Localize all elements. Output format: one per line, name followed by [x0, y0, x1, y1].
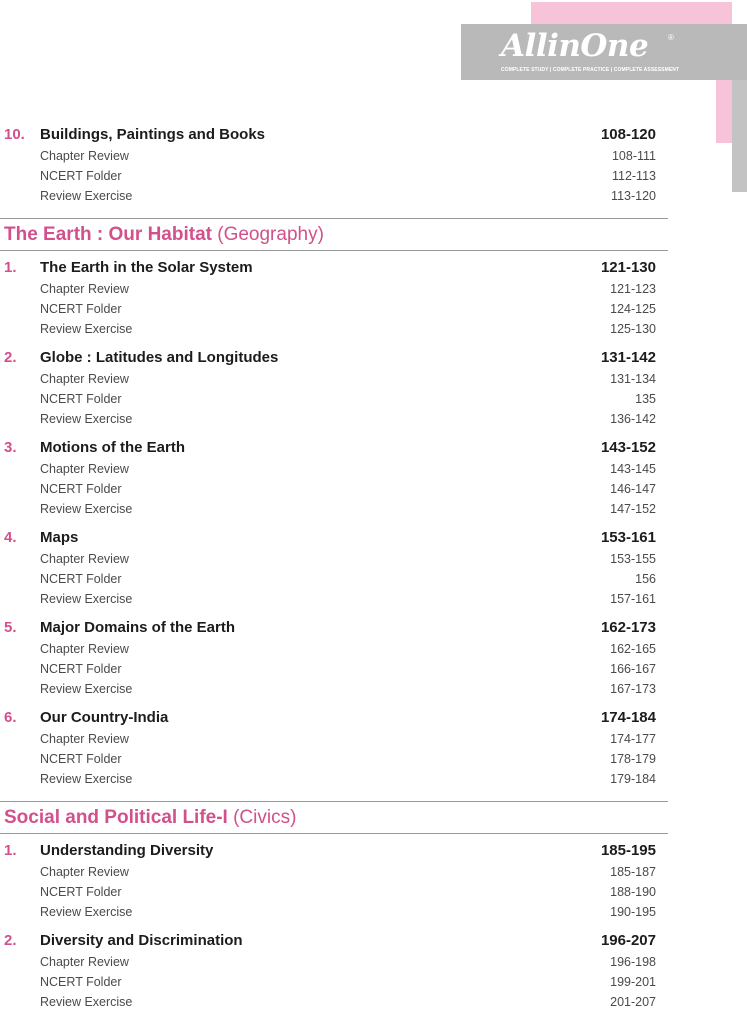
chapter-sub-entry	[0, 319, 668, 339]
chapter-sub-entry	[0, 166, 668, 186]
sub-entry-pages: 157-161	[610, 592, 656, 606]
chapter-sub-entry	[0, 549, 668, 569]
chapter-title: Buildings, Paintings and Books	[40, 126, 266, 143]
toc-chapter[interactable]	[0, 840, 668, 930]
chapter-title: Major Domains of the Earth	[40, 619, 236, 636]
chapter-title: Maps	[40, 529, 79, 546]
section-subtitle: (Geography)	[211, 224, 324, 245]
toc-chapter[interactable]	[0, 124, 668, 214]
sub-entry-pages: 124-125	[610, 302, 656, 316]
chapter-sub-entry	[0, 679, 668, 699]
sub-entry-pages: 174-177	[610, 732, 656, 746]
chapter-sub-entry	[0, 409, 668, 429]
chapter-sub-entry	[0, 569, 668, 589]
chapter-page-range: 196-207	[600, 932, 656, 949]
chapter-page-range: 185-195	[600, 842, 656, 859]
chapter-number: 10.	[4, 126, 25, 143]
sub-entry-pages: 146-147	[610, 482, 656, 496]
chapter-sub-entry	[0, 479, 668, 499]
sub-entry-label: Chapter Review	[40, 149, 129, 163]
sub-entry-pages: 156	[635, 572, 656, 586]
sub-entry-label: Review Exercise	[40, 189, 133, 203]
sub-entry-pages: 166-167	[610, 662, 656, 676]
sub-entry-pages: 121-123	[610, 282, 656, 296]
toc-sections	[0, 218, 668, 1020]
sub-entry-label: Review Exercise	[40, 995, 133, 1009]
chapter-sub-entry	[0, 186, 668, 206]
sub-entry-pages: 199-201	[610, 975, 656, 989]
sub-entry-label: Review Exercise	[40, 592, 133, 606]
sub-entry-label: Review Exercise	[40, 502, 133, 516]
brand-logo	[461, 24, 747, 80]
header-accent-pink	[531, 2, 732, 24]
sub-entry-pages: 143-145	[610, 462, 656, 476]
chapter-sub-entry	[0, 749, 668, 769]
sub-entry-pages: 201-207	[610, 995, 656, 1009]
sub-entry-pages: 178-179	[610, 752, 656, 766]
chapter-title: The Earth in the Solar System	[40, 259, 253, 276]
chapter-sub-entry	[0, 992, 668, 1012]
table-of-contents	[0, 124, 668, 1020]
sub-entry-pages: 113-120	[611, 189, 656, 203]
chapter-page-range: 143-152	[600, 439, 656, 456]
chapter-sub-entry	[0, 882, 668, 902]
toc-chapter[interactable]	[0, 347, 668, 437]
chapter-heading-row	[0, 347, 668, 369]
chapter-number: 1.	[4, 259, 17, 276]
section-title: Social and Political Life-I	[4, 807, 228, 828]
chapter-heading-row	[0, 707, 668, 729]
sub-entry-label: NCERT Folder	[40, 975, 122, 989]
sub-entry-pages: 188-190	[610, 885, 656, 899]
sub-entry-label: Chapter Review	[40, 865, 129, 879]
chapter-sub-entry	[0, 862, 668, 882]
section-heading	[0, 218, 668, 251]
sub-entry-label: Chapter Review	[40, 462, 129, 476]
toc-chapter[interactable]	[0, 707, 668, 797]
chapter-title: Diversity and Discrimination	[40, 932, 243, 949]
chapter-sub-entry	[0, 389, 668, 409]
chapter-page-range: 174-184	[600, 709, 656, 726]
toc-chapter[interactable]	[0, 437, 668, 527]
chapter-heading-row	[0, 840, 668, 862]
sub-entry-label: Review Exercise	[40, 322, 133, 336]
sub-entry-pages: 136-142	[610, 412, 656, 426]
section-heading	[0, 801, 668, 834]
sub-entry-label: Review Exercise	[40, 772, 133, 786]
sub-entry-pages: 131-134	[610, 372, 656, 386]
chapter-sub-entry	[0, 499, 668, 519]
chapter-page-range: 153-161	[600, 529, 656, 546]
sub-entry-pages: 196-198	[610, 955, 656, 969]
toc-chapter[interactable]	[0, 257, 668, 347]
sub-entry-label: Chapter Review	[40, 955, 129, 969]
side-accent-pink	[716, 80, 732, 143]
sub-entry-pages: 185-187	[610, 865, 656, 879]
chapter-sub-entry	[0, 639, 668, 659]
chapter-sub-entry	[0, 459, 668, 479]
logo-wordmark: AllinOne	[501, 28, 649, 64]
sub-entry-pages: 153-155	[610, 552, 656, 566]
chapter-number: 5.	[4, 619, 17, 636]
sub-entry-pages: 135	[635, 392, 656, 406]
chapter-title: Understanding Diversity	[40, 842, 214, 859]
sub-entry-pages: 179-184	[610, 772, 656, 786]
sub-entry-label: NCERT Folder	[40, 302, 122, 316]
chapter-page-range: 162-173	[600, 619, 656, 636]
sub-entry-pages: 167-173	[610, 682, 656, 696]
sub-entry-label: Review Exercise	[40, 412, 133, 426]
sub-entry-pages: 147-152	[610, 502, 656, 516]
chapter-title: Motions of the Earth	[40, 439, 185, 456]
chapter-heading-row	[0, 930, 668, 952]
chapter-title: Globe : Latitudes and Longitudes	[40, 349, 279, 366]
chapter-heading-row	[0, 617, 668, 639]
chapter-heading-row	[0, 257, 668, 279]
section-subtitle: (Civics)	[227, 807, 297, 828]
chapter-title: Our Country-India	[40, 709, 169, 726]
chapter-heading-row	[0, 437, 668, 459]
sub-entry-label: Review Exercise	[40, 682, 133, 696]
logo-tagline: COMPLETE STUDY | COMPLETE PRACTICE | COMPLETE ASSESSMENT	[501, 67, 680, 73]
chapter-sub-entry	[0, 659, 668, 679]
chapter-number: 3.	[4, 439, 17, 456]
chapter-page-range: 131-142	[600, 349, 656, 366]
chapter-number: 2.	[4, 932, 17, 949]
chapter-sub-entry	[0, 729, 668, 749]
logo-registered-mark: ®	[668, 33, 674, 42]
chapter-sub-entry	[0, 279, 668, 299]
sub-entry-label: NCERT Folder	[40, 572, 122, 586]
sub-entry-label: Chapter Review	[40, 732, 129, 746]
toc-chapter[interactable]	[0, 617, 668, 707]
chapter-sub-entry	[0, 972, 668, 992]
chapter-sub-entry	[0, 299, 668, 319]
sub-entry-pages: 190-195	[610, 905, 656, 919]
sub-entry-label: NCERT Folder	[40, 392, 122, 406]
sub-entry-pages: 162-165	[610, 642, 656, 656]
chapter-page-range: 108-120	[600, 126, 656, 143]
chapter-number: 4.	[4, 529, 17, 546]
toc-chapter[interactable]	[0, 527, 668, 617]
sub-entry-pages: 112-113	[611, 169, 656, 183]
sub-entry-label: Chapter Review	[40, 642, 129, 656]
sub-entry-pages: 125-130	[610, 322, 656, 336]
section-title: The Earth : Our Habitat	[4, 224, 212, 245]
chapter-heading-row	[0, 527, 668, 549]
sub-entry-pages: 108-111	[611, 149, 656, 163]
chapter-sub-entry	[0, 952, 668, 972]
chapter-heading-row	[0, 124, 668, 146]
sub-entry-label: Chapter Review	[40, 282, 129, 296]
sub-entry-label: NCERT Folder	[40, 662, 122, 676]
sub-entry-label: Review Exercise	[40, 905, 133, 919]
sub-entry-label: NCERT Folder	[40, 885, 122, 899]
chapter-sub-entry	[0, 769, 668, 789]
chapter-sub-entry	[0, 902, 668, 922]
toc-chapter[interactable]	[0, 930, 668, 1020]
sub-entry-label: NCERT Folder	[40, 482, 122, 496]
chapter-number: 1.	[4, 842, 17, 859]
chapter-number: 6.	[4, 709, 17, 726]
sub-entry-label: Chapter Review	[40, 372, 129, 386]
chapter-sub-entry	[0, 146, 668, 166]
chapter-page-range: 121-130	[600, 259, 656, 276]
sub-entry-label: NCERT Folder	[40, 752, 122, 766]
chapter-sub-entry	[0, 369, 668, 389]
sub-entry-label: NCERT Folder	[40, 169, 122, 183]
chapter-sub-entry	[0, 589, 668, 609]
chapter-number: 2.	[4, 349, 17, 366]
side-accent-grey	[732, 80, 747, 192]
sub-entry-label: Chapter Review	[40, 552, 129, 566]
